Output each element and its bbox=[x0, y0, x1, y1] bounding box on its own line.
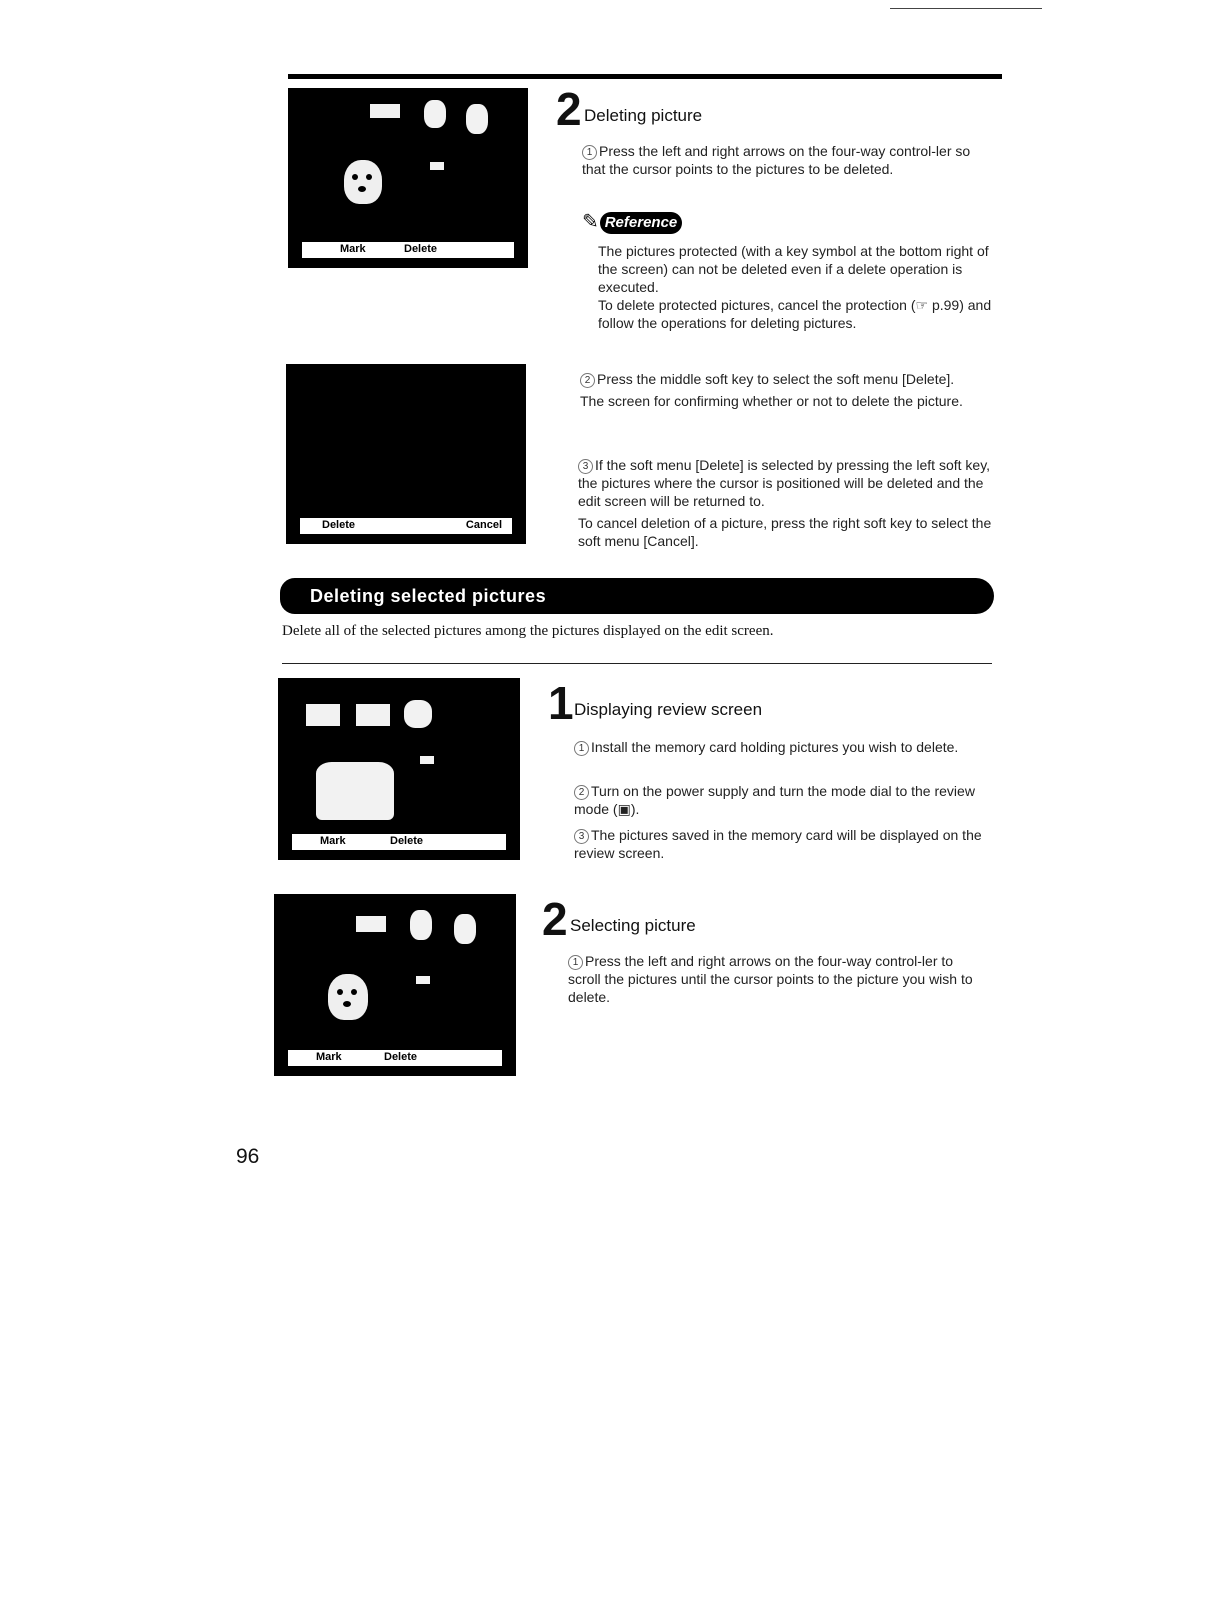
soft-menu-delete: Delete bbox=[390, 835, 424, 847]
step-title: Selecting picture bbox=[570, 916, 696, 935]
thumbnail-3 bbox=[454, 914, 476, 944]
thumbnail-1 bbox=[306, 704, 340, 726]
soft-menu-mark: Mark bbox=[340, 243, 366, 255]
step-title: Deleting picture bbox=[584, 106, 703, 125]
thumbnail-2 bbox=[424, 100, 446, 128]
step-number: 1 bbox=[548, 677, 574, 729]
soft-menu-delete: Delete bbox=[404, 243, 438, 255]
instruction-1 bbox=[568, 952, 986, 1006]
thumbnail-3 bbox=[404, 700, 432, 728]
step-circle-2: 2 bbox=[580, 373, 595, 388]
key-symbol bbox=[416, 976, 430, 984]
section-intro: Delete all of the selected pictures among the pictures displayed on the edit screen. bbox=[282, 623, 774, 639]
review-mode-icon: ▣ bbox=[617, 801, 631, 817]
key-symbol bbox=[430, 162, 444, 170]
instruction-text: The pictures saved in the memory card will be displayed on the review screen. bbox=[574, 827, 982, 861]
instruction-text: If the soft menu [Delete] is selected by pressing the left soft key, the pictures where the cursor is positioned will be deleted and the edit screen will be returned to. bbox=[578, 457, 991, 509]
reference-text-2 bbox=[598, 296, 1002, 332]
pointing-hand-icon: ☞ bbox=[915, 297, 929, 313]
step-number: 2 bbox=[556, 83, 582, 135]
camera-screen-confirm bbox=[286, 364, 526, 544]
instruction-2 bbox=[574, 782, 992, 818]
step-circle-1: 1 bbox=[568, 955, 583, 970]
soft-menu-bar bbox=[288, 1050, 502, 1066]
instruction-3 bbox=[578, 456, 994, 550]
instruction-text: Press the left and right arrows on the four-way control-ler so that the cursor points to the pictures to be deleted. bbox=[582, 143, 971, 177]
instruction-1 bbox=[582, 142, 992, 178]
top-edge-line bbox=[890, 8, 1042, 9]
pencil-icon: ✎ bbox=[582, 211, 599, 233]
key-symbol bbox=[420, 756, 434, 764]
camera-screen-edit-2 bbox=[274, 894, 516, 1076]
step-circle-3: 3 bbox=[578, 459, 593, 474]
soft-menu-cancel: Cancel bbox=[465, 519, 502, 531]
instruction-2 bbox=[580, 370, 990, 410]
dog-picture bbox=[344, 160, 382, 204]
soft-menu-mark: Mark bbox=[320, 835, 346, 847]
dog-picture bbox=[328, 974, 368, 1020]
instruction-text-b: ). bbox=[630, 801, 640, 817]
step-circle-1: 1 bbox=[574, 741, 589, 756]
instruction-note: The screen for confirming whether or not to delete the picture. bbox=[580, 393, 963, 409]
soft-menu-delete: Delete bbox=[322, 519, 356, 531]
thumbnail-2 bbox=[410, 910, 432, 940]
soft-menu-mark: Mark bbox=[316, 1051, 342, 1063]
instruction-text: Press the middle soft key to select the soft menu [Delete]. bbox=[597, 371, 955, 387]
reference-badge bbox=[582, 210, 682, 234]
thumbnail-2 bbox=[356, 704, 390, 726]
soft-menu-bar bbox=[292, 834, 506, 850]
step-circle-2: 2 bbox=[574, 785, 589, 800]
instruction-note: To cancel deletion of a picture, press the right soft key to select the soft menu [Cancel]. bbox=[578, 515, 992, 549]
soft-menu-delete: Delete bbox=[384, 1051, 418, 1063]
step-circle-3: 3 bbox=[574, 829, 589, 844]
thumbnail-1 bbox=[356, 916, 386, 932]
instruction-text-a: Turn on the power supply and turn the mode dial to the review mode ( bbox=[574, 783, 975, 817]
section-top-rule bbox=[288, 74, 1002, 79]
soft-menu-bar bbox=[300, 518, 512, 534]
thumbnail-3 bbox=[466, 104, 488, 134]
instruction-text: Install the memory card holding pictures you wish to delete. bbox=[591, 739, 959, 755]
page-number: 96 bbox=[236, 1145, 260, 1168]
soft-menu-bar bbox=[302, 242, 514, 258]
step-title: Displaying review screen bbox=[574, 700, 763, 719]
camera-screen-review bbox=[278, 678, 520, 860]
reference-text-2b: p.99) and follow the operations for deleting pictures. bbox=[598, 297, 992, 331]
thumbnail-1 bbox=[370, 104, 400, 118]
instruction-1 bbox=[574, 738, 992, 756]
camera-screen-edit-1 bbox=[288, 88, 528, 268]
section-divider bbox=[282, 663, 992, 664]
step-circle-1: 1 bbox=[582, 145, 597, 160]
section-banner: Deleting selected pictures bbox=[280, 578, 994, 614]
reference-label: Reference bbox=[600, 212, 682, 234]
selected-picture bbox=[316, 762, 394, 820]
reference-text bbox=[598, 242, 1002, 332]
step-number: 2 bbox=[542, 893, 568, 945]
instruction-3 bbox=[574, 826, 992, 862]
reference-text-2a: To delete protected pictures, cancel the protection ( bbox=[598, 297, 916, 313]
instruction-text: Press the left and right arrows on the four-way control-ler to scroll the pictures until the cursor points to the picture you wish to delete. bbox=[568, 953, 973, 1005]
reference-text-1: The pictures protected (with a key symbol at the bottom right of the screen) can not be deleted even if a delete operation is executed. bbox=[598, 243, 989, 295]
